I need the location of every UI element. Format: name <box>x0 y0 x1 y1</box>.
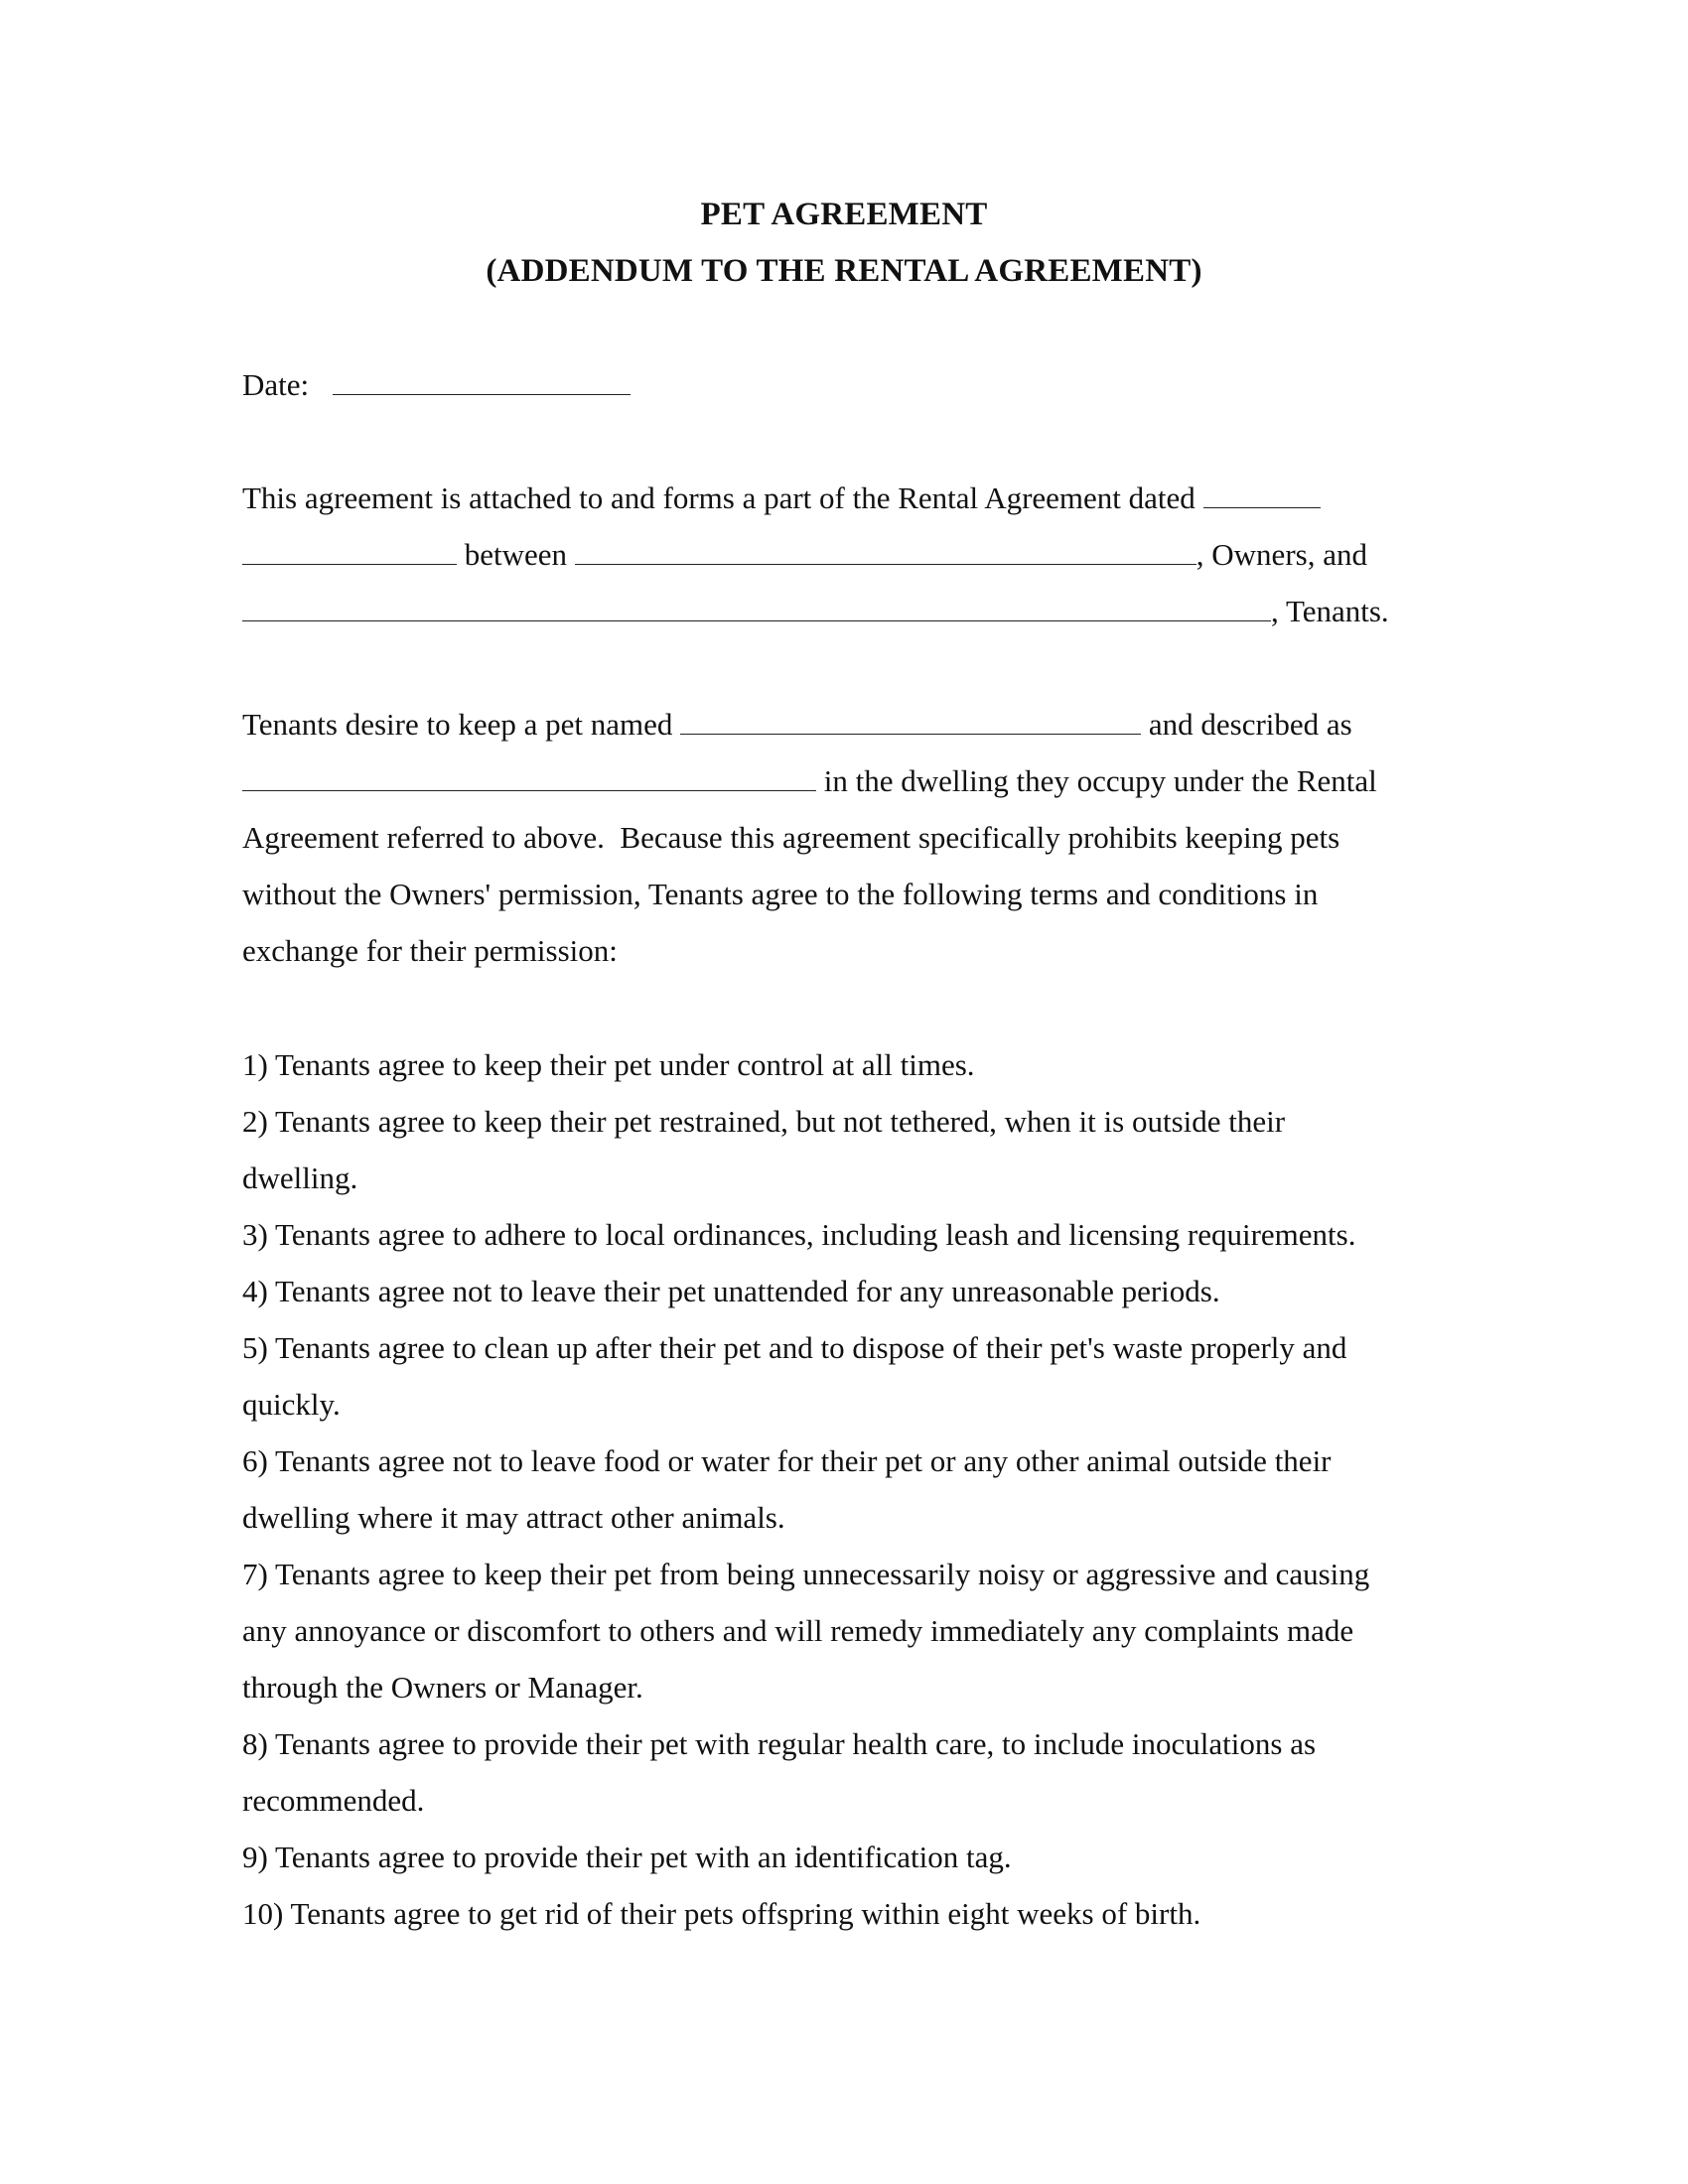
pet-line-4: without the Owners' permission, Tenants agree to the following terms and conditions in <box>242 877 1319 911</box>
term-4: 4) Tenants agree not to leave their pet unattended for any unreasonable periods. <box>242 1274 1220 1308</box>
intro-line-3 <box>242 592 1389 631</box>
pet-text-2: and described as <box>1148 707 1352 742</box>
rental-date-blank-2[interactable] <box>242 538 457 565</box>
pet-line-3: Agreement referred to above. Because this agreement specifically prohibits keeping pets <box>242 820 1340 855</box>
term-9: 9) Tenants agree to provide their pet with an identification tag. <box>242 1840 1012 1874</box>
term-6-line-2: dwelling where it may attract other animals. <box>242 1500 785 1535</box>
date-label: Date: <box>242 367 310 402</box>
intro-line-1 <box>242 478 1321 518</box>
term-10: 10) Tenants agree to get rid of their pets offspring within eight weeks of birth. <box>242 1896 1201 1931</box>
term-6-line-1: 6) Tenants agree not to leave food or water for their pet or any other animal outside their <box>242 1443 1332 1478</box>
intro-between: between <box>464 537 568 572</box>
term-8-line-2: recommended. <box>242 1783 425 1818</box>
owners-blank[interactable] <box>575 538 1196 565</box>
term-7-line-3: through the Owners or Manager. <box>242 1670 643 1705</box>
intro-text-1: This agreement is attached to and forms a part of the Rental Agreement dated <box>242 480 1196 515</box>
pet-line-5: exchange for their permission: <box>242 933 618 968</box>
term-7-line-2: any annoyance or discomfort to others and will remedy immediately any complaints made <box>242 1613 1354 1648</box>
term-8-line-1: 8) Tenants agree to provide their pet with regular health care, to include inoculations as <box>242 1726 1317 1761</box>
pet-text-1: Tenants desire to keep a pet named <box>242 707 673 742</box>
intro-tenants: , Tenants. <box>1271 594 1389 628</box>
intro-owners: , Owners, and <box>1196 537 1367 572</box>
document-subtitle: (ADDENDUM TO THE RENTAL AGREEMENT) <box>486 253 1202 289</box>
pet-text-3: in the dwelling they occupy under the Rental <box>823 763 1377 798</box>
date-blank[interactable] <box>333 368 631 395</box>
date-row <box>242 365 631 405</box>
intro-line-2 <box>242 535 1367 575</box>
rental-date-blank-1[interactable] <box>1203 481 1321 508</box>
term-1: 1) Tenants agree to keep their pet under control at all times. <box>242 1047 975 1082</box>
term-7-line-1: 7) Tenants agree to keep their pet from being unnecessarily noisy or aggressive and causing <box>242 1557 1370 1591</box>
term-5-line-2: quickly. <box>242 1387 341 1422</box>
pet-description-blank[interactable] <box>242 764 816 791</box>
pet-line-1 <box>242 705 1352 745</box>
term-2-line-1: 2) Tenants agree to keep their pet restrained, but not tethered, when it is outside their <box>242 1104 1286 1139</box>
pet-line-2 <box>242 761 1377 801</box>
document-title: PET AGREEMENT <box>700 197 988 232</box>
term-3: 3) Tenants agree to adhere to local ordinances, including leash and licensing requirements. <box>242 1217 1356 1252</box>
term-2-line-2: dwelling. <box>242 1160 358 1195</box>
pet-name-blank[interactable] <box>680 708 1141 735</box>
tenants-blank[interactable] <box>242 595 1271 621</box>
term-5-line-1: 5) Tenants agree to clean up after their pet and to dispose of their pet's waste properly and <box>242 1330 1347 1365</box>
